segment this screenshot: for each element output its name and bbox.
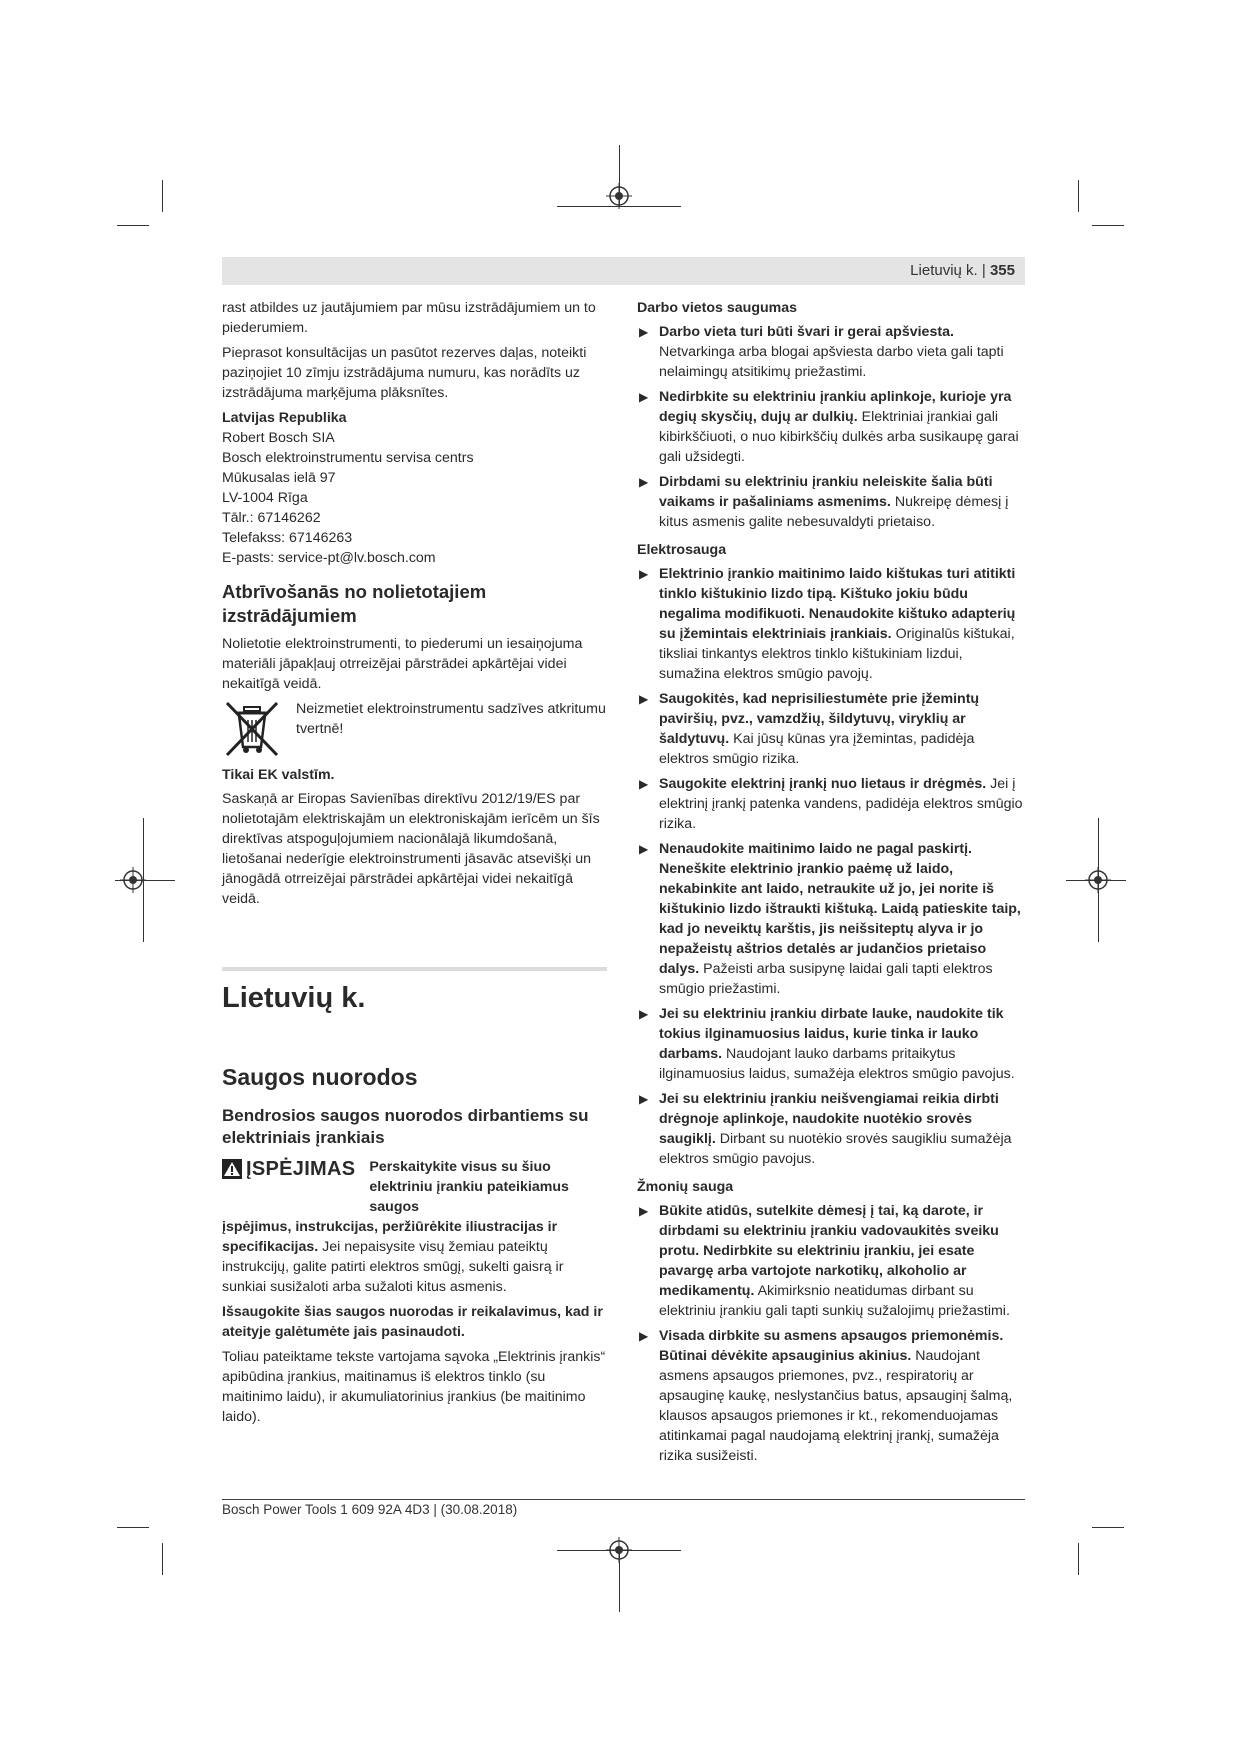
bullet-bold: Būkite atidūs, sutelkite dėmesį į tai, ką darote, ir dirbdami su elektriniu įrankiu vadovaukitės sveiku protu. Nedirbkite su elektriniu įrankiu, jei esate pavargę arba vartojote narkotikų, alkoholio ar medikamentų. bbox=[659, 1203, 999, 1299]
header-bar bbox=[222, 257, 1025, 285]
right-column bbox=[637, 298, 1025, 1471]
bullet-bold: Nenaudokite maitinimo laido ne pagal paskirtį. Neneškite elektrinio įrankio paėmę už laido, nekabinkite ant laido, netraukite už jo, jei norite iš kištukinio lizdo ištraukti kištuką. Laidą patieskite taip, kad jo neveiktų karštis, jis neišsiteptų alyva ir jo nepažeistų aštrios detalės ar judančios prietaiso dalys. bbox=[659, 841, 1021, 977]
bullet-bold: Elektrinio įrankio maitinimo laido kištukas turi atitikti tinklo kištukinio lizdo tipą. Kištuko jokiu būdu negalima modifikuoti. Nenaudokite kištuko adapterių su įžemintais elektriniais įrankiais. bbox=[659, 566, 1016, 642]
bullet-bold: Saugokite elektrinį įrankį nuo lietaus ir drėgmės. bbox=[659, 776, 987, 792]
safety-bullet bbox=[637, 1201, 1025, 1321]
warning-rest: Jei nepaisysite visų žemiau pateiktų instrukcijų, galite patirti elektros smūgį, sukelti gaisrą ir sunkiai susižaloti arba sužaloti kitus asmenis. bbox=[222, 1239, 564, 1295]
header-separator: | bbox=[981, 262, 986, 279]
bullet-text: Dirbant su nuotėkio srovės saugikliu sumažėja elektros smūgio pavojus. bbox=[659, 1131, 1012, 1167]
registration-mark-icon bbox=[1085, 867, 1111, 893]
safety-bullet bbox=[637, 564, 1025, 684]
bullet-arrow-icon: ▶ bbox=[639, 777, 649, 791]
safety-bullet bbox=[637, 1326, 1025, 1466]
crop-mark bbox=[162, 180, 163, 212]
bullet-bold: Nedirbkite su elektriniu įrankiu aplinkoje, kurioje yra degių skysčių, dujų ar dulkių. bbox=[659, 389, 1012, 425]
bullet-arrow-icon: ▶ bbox=[639, 567, 649, 581]
safety-bullet bbox=[637, 472, 1025, 532]
bullet-text: Naudojant asmens apsaugos priemones, pvz., respiratorių ar apsauginę kaukę, neslystančius batus, apsauginį šalmą, klausos apsaugos priemones ir kt., rekomenduojamas atitinkamai pagal naudojamą elektrinį įrankį, sumažėja rizika susižeisti. bbox=[659, 1348, 1013, 1464]
footer-rule bbox=[222, 1499, 1025, 1500]
section-divider bbox=[222, 967, 607, 971]
warning-bold: įspėjimus, instrukcijas, peržiūrėkite iliustracijas ir specifikacijas. bbox=[222, 1219, 558, 1255]
running-header bbox=[910, 262, 1015, 279]
bullet-text: Naudojant lauko darbams pritaikytus ilginamuosius laidus, sumažėja elektros smūgio pavojus. bbox=[659, 1046, 1015, 1082]
safety-bullet bbox=[637, 774, 1025, 834]
service-address bbox=[222, 428, 607, 568]
registration-mark-icon bbox=[120, 867, 146, 893]
safety-bullet bbox=[637, 322, 1025, 382]
bullet-bold: Darbo vieta turi būti švari ir gerai apšviesta. bbox=[659, 324, 954, 340]
bullet-text: Akimirksnio neatidumas dirbant su elektriniu įrankiu gali tapti sunkių sužalojimų priežastimi. bbox=[659, 1283, 1010, 1319]
bullet-bold: Saugokitės, kad neprisiliestumėte prie įžemintų paviršių, pvz., vamzdžių, šildytuvų, viryklių ar šaldytuvų. bbox=[659, 691, 980, 747]
footer-text: Bosch Power Tools 1 609 92A 4D3 | (30.08.2018) bbox=[222, 1502, 518, 1517]
paragraph: Toliau pateiktame tekste vartojama sąvoka „Elektrinis įrankis“ apibūdina įrankius, maitinamus iš elektros tinklo (su maitinimo laidu), ir akumuliatorinius įrankius (be maitinimo laido). bbox=[222, 1349, 606, 1425]
address-line: Tālr.: 67146262 bbox=[222, 510, 321, 526]
warning-badge bbox=[222, 1157, 355, 1181]
address-line: E-pasts: service-pt@lv.bosch.com bbox=[222, 550, 436, 566]
bullet-arrow-icon: ▶ bbox=[639, 475, 649, 489]
address-line: Bosch elektroinstrumentu servisa centrs bbox=[222, 450, 474, 466]
bullet-text: Jei į elektrinį įrankį patenka vandens, padidėja elektros smūgio rizika. bbox=[659, 776, 1023, 832]
bullet-text: Pažeisti arba susipynę laidai gali tapti elektros smūgio priežastimi. bbox=[659, 961, 993, 997]
keep-instructions: Išsaugokite šias saugos nuorodas ir reikalavimus, kad ir ateityje galėtumėte jais pasinaudoti. bbox=[222, 1304, 603, 1340]
bullet-arrow-icon: ▶ bbox=[639, 1329, 649, 1343]
address-line: Mūkusalas ielā 97 bbox=[222, 470, 336, 486]
bullet-arrow-icon: ▶ bbox=[639, 1092, 649, 1106]
safety-heading: Saugos nuorodos bbox=[222, 1064, 418, 1090]
warning-lead: Perskaitykite visus su šiuo elektriniu įrankiu pateikiamus saugos bbox=[369, 1159, 569, 1215]
bullet-arrow-icon: ▶ bbox=[639, 692, 649, 706]
bullet-bold: Jei su elektriniu įrankiu dirbate lauke, naudokite tik tokius ilginamuosius laidus, kurie tinka ir lauko darbams. bbox=[659, 1006, 1004, 1062]
safety-bullet bbox=[637, 1004, 1025, 1084]
eu-heading: Tikai EK valstīm. bbox=[222, 767, 335, 783]
bullet-text: Nukreipę dėmesį į kitus asmenis galite nebesuvaldyti prietaiso. bbox=[659, 494, 1009, 530]
bullet-text: Netvarkinga arba blogai apšviesta darbo vieta gali tapti nelaimingų atsitikimų priežastimi. bbox=[659, 344, 1004, 380]
general-safety-heading: Bendrosios saugos nuorodos dirbantiems su elektriniais įrankiais bbox=[222, 1106, 589, 1147]
warning-paragraph bbox=[222, 1217, 607, 1297]
header-section: Lietuvių k. bbox=[910, 262, 978, 279]
crop-mark bbox=[1092, 1527, 1124, 1528]
bullet-text: Originalūs kištukai, tiksliai tinkantys elektros tinklo kištukiniam lizdui, sumažina elektros smūgio pavojų. bbox=[659, 626, 1015, 682]
page-number: 355 bbox=[989, 262, 1015, 279]
bullet-arrow-icon: ▶ bbox=[639, 1007, 649, 1021]
weee-notice bbox=[222, 699, 607, 757]
registration-mark-icon bbox=[606, 183, 632, 209]
warning-triangle-icon bbox=[222, 1159, 242, 1179]
safety-bullet bbox=[637, 387, 1025, 467]
crossed-out-bin-icon bbox=[222, 699, 282, 757]
address-line: LV-1004 Rīga bbox=[222, 490, 308, 506]
crop-mark bbox=[1092, 225, 1124, 226]
safety-bullet bbox=[637, 839, 1025, 999]
warning-label: ĮSPĖJIMAS bbox=[246, 1158, 356, 1180]
bullet-bold: Dirbdami su elektriniu įrankiu neleiskite šalia būti vaikams ir pašaliniams asmenims. bbox=[659, 474, 993, 510]
bullet-arrow-icon: ▶ bbox=[639, 842, 649, 856]
address-line: Robert Bosch SIA bbox=[222, 430, 335, 446]
disposal-heading: Atbrīvošanās no nolietotajiem izstrādājumiem bbox=[222, 581, 487, 626]
registration-mark-icon bbox=[606, 1537, 632, 1563]
crop-mark bbox=[1078, 1543, 1079, 1575]
paragraph: rast atbildes uz jautājumiem par mūsu izstrādājumiem un to piederumiem. bbox=[222, 300, 596, 336]
bullet-arrow-icon: ▶ bbox=[639, 325, 649, 339]
crop-mark bbox=[1078, 180, 1079, 212]
crop-mark bbox=[117, 225, 149, 226]
bullet-text: Elektriniai įrankiai gali kibirkščiuoti, o nuo kibirkščių dulkės arba susikaupę garai gali užsidegti. bbox=[659, 409, 1019, 465]
country-heading: Latvijas Republika bbox=[222, 410, 347, 426]
section-heading: Elektrosauga bbox=[637, 542, 727, 558]
paragraph: Saskaņā ar Eiropas Savienības direktīvu 2012/19/ES par nolietotajām elektriskajām un elektroniskajām ierīcēm un šīs direktīvas atspoguļojumiem nacionālajā likumdošanā, lietošanai nederīgie elektroinstrumenti jāsavāc atsevišķi un jānogādā otrreizējai pārstrādei apkārtējai videi nekaitīgā veidā. bbox=[222, 791, 600, 907]
bullet-bold: Visada dirbkite su asmens apsaugos priemonėmis. Būtinai dėvėkite apsauginius akinius. bbox=[659, 1328, 1004, 1364]
paragraph: Pieprasot konsultācijas un pasūtot rezerves daļas, noteikti paziņojiet 10 zīmju izstrādājuma numuru, kas norādīts uz izstrādājuma marķējuma plāksnītes. bbox=[222, 345, 587, 401]
safety-bullet bbox=[637, 689, 1025, 769]
crop-mark bbox=[117, 1527, 149, 1528]
warning-row bbox=[222, 1157, 607, 1217]
left-column bbox=[222, 298, 607, 1432]
safety-bullet bbox=[637, 1089, 1025, 1169]
section-heading: Žmonių sauga bbox=[637, 1179, 734, 1195]
bullet-arrow-icon: ▶ bbox=[639, 1204, 649, 1218]
weee-text: Neizmetiet elektroinstrumentu sadzīves atkritumu tvertnē! bbox=[296, 701, 606, 737]
bullet-arrow-icon: ▶ bbox=[639, 390, 649, 404]
address-line: Telefakss: 67146263 bbox=[222, 530, 353, 546]
bullet-bold: Jei su elektriniu įrankiu neišvengiamai reikia dirbti drėgnoje aplinkoje, naudokite nuotėkio srovės saugiklį. bbox=[659, 1091, 999, 1147]
bullet-text: Kai jūsų kūnas yra įžemintas, padidėja elektros smūgio rizika. bbox=[659, 731, 975, 767]
paragraph: Nolietotie elektroinstrumenti, to piederumi un iesaiņojuma materiāli jāpakļauj otrreizējai pārstrādei apkārtējai videi nekaitīgā veidā. bbox=[222, 636, 583, 692]
section-heading: Darbo vietos saugumas bbox=[637, 300, 798, 316]
crop-mark bbox=[162, 1543, 163, 1575]
language-title: Lietuvių k. bbox=[222, 982, 366, 1014]
